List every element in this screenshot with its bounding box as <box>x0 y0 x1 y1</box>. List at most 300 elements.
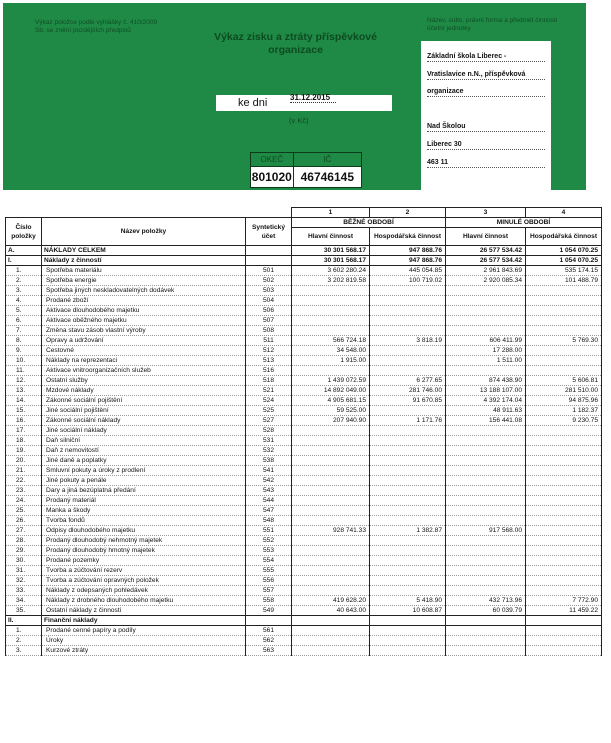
row-previous-main <box>446 296 526 306</box>
row-number: 5. <box>6 306 42 316</box>
table-row <box>6 646 602 656</box>
table-row <box>6 416 602 426</box>
table-row <box>6 586 602 596</box>
row-current-main: 207 940.90 <box>292 416 370 426</box>
ic-label: IČ <box>323 155 332 164</box>
organization-note: Název, sídlo, právní forma a předmět činnosti účetní jednotky <box>427 17 558 32</box>
row-previous-main <box>446 586 526 596</box>
row-synthetic-account: 541 <box>246 466 292 476</box>
row-current-economic <box>370 326 446 336</box>
row-name: Náklady z drobného dlouhodobého majetku <box>42 596 246 606</box>
row-name: Cestovné <box>42 346 246 356</box>
row-current-economic: 281 746.00 <box>370 386 446 396</box>
table-row <box>6 496 602 506</box>
row-current-economic: 6 277.65 <box>370 376 446 386</box>
row-number: 4. <box>6 296 42 306</box>
row-current-main <box>292 636 370 646</box>
table-row <box>6 556 602 566</box>
row-current-main <box>292 566 370 576</box>
row-previous-main: 4 392 174.04 <box>446 396 526 406</box>
row-previous-main: 606 411.99 <box>446 336 526 346</box>
row-number: 12. <box>6 376 42 386</box>
row-current-economic <box>370 536 446 546</box>
row-number: 27. <box>6 526 42 536</box>
row-number: 35. <box>6 606 42 616</box>
row-number: 18. <box>6 436 42 446</box>
row-current-main <box>292 506 370 516</box>
date-label: ke dni <box>238 97 268 109</box>
row-current-main <box>292 626 370 636</box>
table-row <box>6 446 602 456</box>
org-line: organizace <box>427 88 545 97</box>
row-previous-economic <box>526 426 602 436</box>
okec-label: OKEČ <box>251 153 294 166</box>
col-number: 3 <box>446 208 526 218</box>
row-synthetic-account: 557 <box>246 586 292 596</box>
org-line: Vratislavice n.N., příspěvková <box>427 71 545 80</box>
row-current-economic: 100 719.02 <box>370 276 446 286</box>
row-number: II. <box>6 616 42 626</box>
row-current-economic <box>370 506 446 516</box>
row-number: 9. <box>6 346 42 356</box>
org-line: 463 11 <box>427 159 545 168</box>
row-previous-main <box>446 576 526 586</box>
row-previous-main <box>446 476 526 486</box>
row-previous-main <box>446 496 526 506</box>
row-previous-main: 13 188 107.00 <box>446 386 526 396</box>
row-previous-economic <box>526 346 602 356</box>
row-previous-economic <box>526 546 602 556</box>
row-synthetic-account: 555 <box>246 566 292 576</box>
row-current-main <box>292 286 370 296</box>
row-previous-economic <box>526 646 602 656</box>
table-row <box>6 476 602 486</box>
table-row <box>6 406 602 416</box>
row-name: Mzdové náklady <box>42 386 246 396</box>
row-current-main <box>292 296 370 306</box>
row-previous-main: 2 920 085.34 <box>446 276 526 286</box>
table-row <box>6 606 602 616</box>
row-current-economic: 947 868.76 <box>370 256 446 266</box>
row-number: 3. <box>6 286 42 296</box>
row-previous-main <box>446 316 526 326</box>
row-number: 24. <box>6 496 42 506</box>
row-current-main: 3 602 280.24 <box>292 266 370 276</box>
row-previous-economic <box>526 636 602 646</box>
row-current-main <box>292 646 370 656</box>
row-synthetic-account: 501 <box>246 266 292 276</box>
row-synthetic-account: 543 <box>246 486 292 496</box>
row-current-economic <box>370 616 446 626</box>
row-current-main: 3 202 819.58 <box>292 276 370 286</box>
col-number: 2 <box>370 208 446 218</box>
row-current-economic: 445 054.85 <box>370 266 446 276</box>
row-synthetic-account: 524 <box>246 396 292 406</box>
header-economic-activity: Hospodářská činnost <box>526 228 602 246</box>
row-name: Ostatní náklady z činnosti <box>42 606 246 616</box>
row-synthetic-account: 521 <box>246 386 292 396</box>
row-previous-main: 2 961 843.69 <box>446 266 526 276</box>
table-row <box>6 466 602 476</box>
table-row <box>6 436 602 446</box>
row-previous-economic <box>526 476 602 486</box>
table-row <box>6 516 602 526</box>
row-current-main <box>292 546 370 556</box>
row-number: 1. <box>6 266 42 276</box>
row-previous-economic <box>526 616 602 626</box>
row-name: Prodané pozemky <box>42 556 246 566</box>
row-synthetic-account: 563 <box>246 646 292 656</box>
row-current-main: 14 892 049.00 <box>292 386 370 396</box>
row-synthetic-account: 518 <box>246 376 292 386</box>
row-current-main <box>292 576 370 586</box>
row-synthetic-account: 554 <box>246 556 292 566</box>
row-name: Manka a škody <box>42 506 246 516</box>
row-current-economic: 1 171.76 <box>370 416 446 426</box>
table-row <box>6 536 602 546</box>
table-row <box>6 286 602 296</box>
row-number: 14. <box>6 396 42 406</box>
row-name: Tvorba a zúčtování opravných položek <box>42 576 246 586</box>
row-number: 28. <box>6 536 42 546</box>
row-previous-main <box>446 286 526 296</box>
blank-header <box>6 208 292 218</box>
row-name: Odpisy dlouhodobého majetku <box>42 526 246 536</box>
table-body <box>6 246 602 656</box>
row-previous-main <box>446 546 526 556</box>
row-number: 8. <box>6 336 42 346</box>
row-current-economic <box>370 406 446 416</box>
row-synthetic-account: 502 <box>246 276 292 286</box>
row-name: Tvorba fondů <box>42 516 246 526</box>
row-name: Ostatní služby <box>42 376 246 386</box>
row-number: 25. <box>6 506 42 516</box>
date-value: 31.12.2015 <box>290 93 336 103</box>
ic-value: 46746145 <box>294 166 361 187</box>
row-synthetic-account: 552 <box>246 536 292 546</box>
row-previous-main: 432 713.96 <box>446 596 526 606</box>
organization-box <box>421 41 551 191</box>
row-number: 2. <box>6 636 42 646</box>
row-current-main <box>292 326 370 336</box>
header-item-number: Číslo položky <box>6 218 42 246</box>
row-name: Dary a jiná bezúplatná předání <box>42 486 246 496</box>
row-number: 13. <box>6 386 42 396</box>
row-current-main <box>292 616 370 626</box>
row-number: I. <box>6 256 42 266</box>
row-name: Finanční náklady <box>42 616 246 626</box>
row-previous-economic <box>526 466 602 476</box>
row-current-economic <box>370 316 446 326</box>
row-number: 31. <box>6 566 42 576</box>
row-current-main <box>292 496 370 506</box>
row-number: 33. <box>6 586 42 596</box>
row-current-economic <box>370 446 446 456</box>
row-previous-main <box>446 366 526 376</box>
row-number: A. <box>6 246 42 256</box>
row-previous-economic <box>526 456 602 466</box>
row-previous-main <box>446 566 526 576</box>
row-previous-economic: 101 488.79 <box>526 276 602 286</box>
org-line: Liberec 30 <box>427 141 545 150</box>
row-current-economic <box>370 646 446 656</box>
row-current-economic <box>370 566 446 576</box>
table-row <box>6 456 602 466</box>
row-previous-main <box>446 616 526 626</box>
table-row <box>6 266 602 276</box>
row-number: 15. <box>6 406 42 416</box>
row-synthetic-account: 504 <box>246 296 292 306</box>
table-row <box>6 316 602 326</box>
row-previous-main <box>446 646 526 656</box>
row-number: 3. <box>6 646 42 656</box>
row-previous-main: 156 441.08 <box>446 416 526 426</box>
row-name: Spotřeba jiných neskladovatelných dodávek <box>42 286 246 296</box>
row-previous-economic <box>526 446 602 456</box>
row-previous-economic <box>526 526 602 536</box>
row-previous-main <box>446 326 526 336</box>
row-current-main <box>292 306 370 316</box>
currency-unit: (v Kč) <box>289 116 309 125</box>
row-previous-main: 917 568.00 <box>446 526 526 536</box>
row-synthetic-account: 551 <box>246 526 292 536</box>
row-name: Tvorba a zúčtování rezerv <box>42 566 246 576</box>
row-current-economic <box>370 346 446 356</box>
row-current-economic <box>370 586 446 596</box>
row-name: Prodaný dlouhodobý hmotný majetek <box>42 546 246 556</box>
row-synthetic-account: 561 <box>246 626 292 636</box>
row-current-main: 1 439 072.59 <box>292 376 370 386</box>
table-row <box>6 546 602 556</box>
row-current-main <box>292 316 370 326</box>
date-box <box>216 95 392 111</box>
row-current-economic <box>370 286 446 296</box>
row-number: 21. <box>6 466 42 476</box>
row-previous-economic <box>526 576 602 586</box>
row-number: 30. <box>6 556 42 566</box>
row-number: 26. <box>6 516 42 526</box>
row-current-main: 34 548.00 <box>292 346 370 356</box>
row-name: Spotřeba materiálu <box>42 266 246 276</box>
row-name: Kurzové ztráty <box>42 646 246 656</box>
row-current-main <box>292 466 370 476</box>
legal-note: Výkaz položce podle vyhlášky č. 410/2009 Sb. se znění pozdějších předpisů <box>35 19 158 34</box>
row-synthetic-account: 562 <box>246 636 292 646</box>
row-number: 19. <box>6 446 42 456</box>
row-synthetic-account <box>246 256 292 266</box>
row-name: Prodaný materiál <box>42 496 246 506</box>
row-synthetic-account: 542 <box>246 476 292 486</box>
row-number: 7. <box>6 326 42 336</box>
header-synthetic-account: Syntetický účet <box>246 218 292 246</box>
row-previous-main <box>446 466 526 476</box>
row-synthetic-account: 549 <box>246 606 292 616</box>
row-previous-economic <box>526 586 602 596</box>
row-current-main: 59 525.00 <box>292 406 370 416</box>
row-synthetic-account: 558 <box>246 596 292 606</box>
row-previous-economic <box>526 306 602 316</box>
row-current-main: 566 724.18 <box>292 336 370 346</box>
row-synthetic-account: 513 <box>246 356 292 366</box>
table-row <box>6 596 602 606</box>
header-previous-period: MINULÉ OBDOBÍ <box>446 218 602 228</box>
row-synthetic-account: 532 <box>246 446 292 456</box>
row-synthetic-account: 528 <box>246 426 292 436</box>
report-header <box>3 3 586 190</box>
row-synthetic-account: 506 <box>246 306 292 316</box>
row-current-main <box>292 536 370 546</box>
table-row <box>6 426 602 436</box>
row-previous-economic <box>526 326 602 336</box>
row-current-economic: 10 608.87 <box>370 606 446 616</box>
row-name: Zákonné sociální pojištění <box>42 396 246 406</box>
header-economic-activity: Hospodářská činnost <box>370 228 446 246</box>
row-previous-economic: 5 769.30 <box>526 336 602 346</box>
table-row <box>6 296 602 306</box>
row-previous-economic: 535 174.15 <box>526 266 602 276</box>
row-synthetic-account: 527 <box>246 416 292 426</box>
row-current-economic <box>370 306 446 316</box>
row-number: 22. <box>6 476 42 486</box>
row-previous-main <box>446 456 526 466</box>
row-current-main: 1 915.00 <box>292 356 370 366</box>
row-current-main <box>292 426 370 436</box>
table-row <box>6 246 602 256</box>
row-synthetic-account: 538 <box>246 456 292 466</box>
row-previous-economic <box>526 536 602 546</box>
row-name: Jiné daně a poplatky <box>42 456 246 466</box>
table-row <box>6 386 602 396</box>
row-current-main: 30 301 568.17 <box>292 256 370 266</box>
table-row <box>6 376 602 386</box>
row-previous-economic: 7 772.90 <box>526 596 602 606</box>
row-current-economic <box>370 496 446 506</box>
row-previous-main: 26 577 534.42 <box>446 256 526 266</box>
table-row <box>6 336 602 346</box>
row-name: NÁKLADY CELKEM <box>42 246 246 256</box>
row-previous-economic <box>526 366 602 376</box>
row-previous-main <box>446 536 526 546</box>
row-current-main <box>292 456 370 466</box>
table-row <box>6 276 602 286</box>
row-name: Aktivace vnitroorganizačních služeb <box>42 366 246 376</box>
table-row <box>6 636 602 646</box>
row-number: 20. <box>6 456 42 466</box>
row-synthetic-account: 516 <box>246 366 292 376</box>
table-row <box>6 526 602 536</box>
row-previous-economic <box>526 486 602 496</box>
row-number: 10. <box>6 356 42 366</box>
row-synthetic-account: 547 <box>246 506 292 516</box>
row-previous-economic: 11 459.22 <box>526 606 602 616</box>
row-current-main <box>292 516 370 526</box>
col-number: 1 <box>292 208 370 218</box>
row-synthetic-account: 507 <box>246 316 292 326</box>
row-current-economic: 3 818.19 <box>370 336 446 346</box>
row-previous-main <box>446 446 526 456</box>
row-previous-main: 48 911.63 <box>446 406 526 416</box>
row-previous-economic <box>526 316 602 326</box>
table-row <box>6 486 602 496</box>
row-previous-economic <box>526 566 602 576</box>
row-current-economic <box>370 546 446 556</box>
table-row <box>6 256 602 266</box>
row-current-main: 40 643.00 <box>292 606 370 616</box>
row-number: 16. <box>6 416 42 426</box>
row-previous-main: 60 039.79 <box>446 606 526 616</box>
row-previous-main <box>446 626 526 636</box>
row-name: Aktivace oběžného majetku <box>42 316 246 326</box>
row-synthetic-account: 556 <box>246 576 292 586</box>
row-previous-economic: 281 510.00 <box>526 386 602 396</box>
table-row <box>6 366 602 376</box>
row-synthetic-account: 503 <box>246 286 292 296</box>
row-current-main <box>292 556 370 566</box>
row-previous-economic <box>526 626 602 636</box>
row-current-main <box>292 446 370 456</box>
row-previous-main: 26 577 534.42 <box>446 246 526 256</box>
row-name: Jiné sociální náklady <box>42 426 246 436</box>
row-name: Opravy a udržování <box>42 336 246 346</box>
row-previous-economic <box>526 356 602 366</box>
row-current-economic <box>370 436 446 446</box>
row-name: Úroky <box>42 636 246 646</box>
row-previous-main <box>446 506 526 516</box>
income-statement-table <box>5 207 602 656</box>
row-current-economic <box>370 516 446 526</box>
row-synthetic-account <box>246 616 292 626</box>
row-previous-main <box>446 426 526 436</box>
row-previous-economic <box>526 436 602 446</box>
row-synthetic-account: 512 <box>246 346 292 356</box>
row-previous-economic: 1 182.37 <box>526 406 602 416</box>
row-synthetic-account <box>246 246 292 256</box>
row-synthetic-account: 508 <box>246 326 292 336</box>
row-name: Prodané zboží <box>42 296 246 306</box>
row-synthetic-account: 548 <box>246 516 292 526</box>
table-row <box>6 306 602 316</box>
row-current-main: 4 905 681.15 <box>292 396 370 406</box>
row-name: Prodaný dlouhodobý nehmotný majetek <box>42 536 246 546</box>
col-number: 4 <box>526 208 602 218</box>
row-previous-economic: 1 054 070.25 <box>526 256 602 266</box>
row-current-main <box>292 436 370 446</box>
row-name: Náklady na reprezentaci <box>42 356 246 366</box>
row-number: 29. <box>6 546 42 556</box>
row-current-economic <box>370 476 446 486</box>
row-number: 17. <box>6 426 42 436</box>
row-name: Změna stavu zásob vlastní výroby <box>42 326 246 336</box>
table-row <box>6 576 602 586</box>
row-current-economic <box>370 296 446 306</box>
table-row <box>6 396 602 406</box>
row-name: Náklady z činností <box>42 256 246 266</box>
row-previous-main: 1 511.00 <box>446 356 526 366</box>
row-previous-main: 17 288.00 <box>446 346 526 356</box>
okec-value: 801020 <box>251 166 294 187</box>
row-current-economic: 947 868.76 <box>370 246 446 256</box>
row-current-economic <box>370 486 446 496</box>
row-current-economic <box>370 466 446 476</box>
header-item-name: Název položky <box>42 218 246 246</box>
row-previous-economic: 94 875.96 <box>526 396 602 406</box>
header-current-period: BĚŽNÉ OBDOBÍ <box>292 218 446 228</box>
row-current-economic: 5 418.90 <box>370 596 446 606</box>
table-row <box>6 326 602 336</box>
row-current-main: 30 301 568.17 <box>292 246 370 256</box>
row-name: Prodané cenné papíry a podíly <box>42 626 246 636</box>
header-main-activity: Hlavní činnost <box>446 228 526 246</box>
